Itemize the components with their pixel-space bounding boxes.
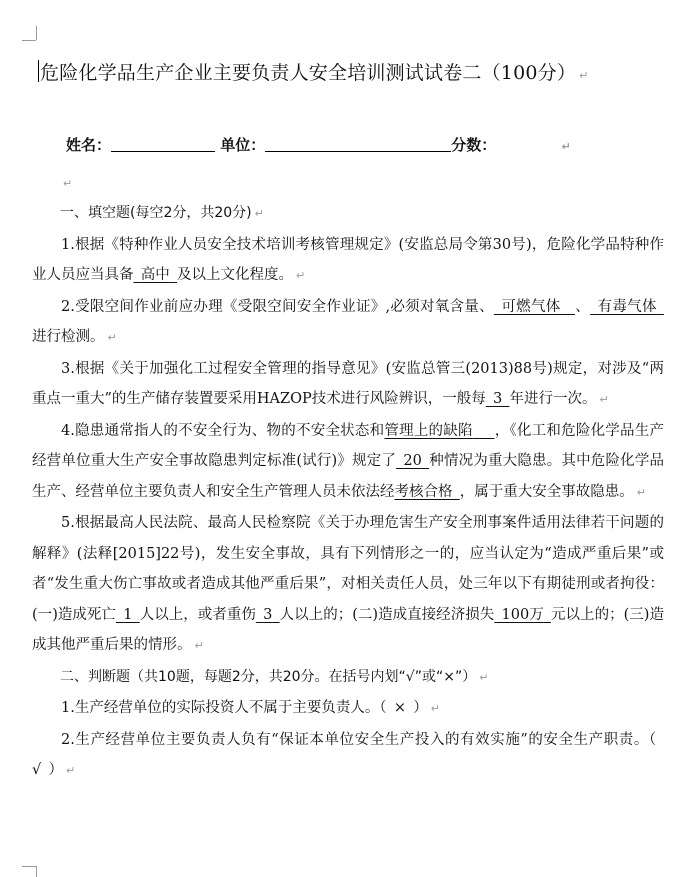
paragraph-mark-icon: ↵ (66, 764, 76, 777)
answer-blank: 20 (403, 453, 422, 469)
paragraph-mark-icon: ↵ (579, 69, 589, 82)
answer-blank: 3 (263, 606, 273, 623)
student-info-line[interactable] (66, 134, 666, 155)
judgement-2: 2.生产经营单位主要负责人负有“保证本单位安全生产投入的有效实施”的安全生产职责。（ √ ） ↵ (32, 731, 657, 778)
question-5: 5.根据最高人民法院、最高人民检察院《关于办理危害生产安全刑事案件适用法律若干问题的解释》(法释[2015]22号)，发生安全事故，具有下列情形之一的，应当认定为“造成严重后果”或者“发生重大伤亡事故或者造成其他严重后果”，对相关责任人员，处三年以下有期徒刑或者拘役：(一)造成死亡 1 人以上，或者重伤 3 人以上的；(二)造成直接经济损失 100万 元以上的；(三)造成其他严重后果的情形。 ↵ (32, 515, 664, 653)
answer-blank: 100万 (501, 606, 544, 623)
answer-blank: 考核合格 (394, 483, 453, 500)
crop-mark (22, 40, 36, 41)
paragraph-mark-icon: ↵ (561, 140, 571, 153)
answer-blank: 高中 (140, 267, 170, 283)
paragraph-mark-icon: ↵ (430, 702, 440, 715)
paragraph-mark-icon: ↵ (479, 670, 489, 684)
unit-label: 单位： (220, 136, 266, 154)
paragraph-mark-icon: ↵ (107, 331, 117, 344)
judgement-1: 1.生产经营单位的实际投资人不属于主要负责人。（ × ） ↵ (61, 700, 440, 716)
judgement-answer: × (393, 700, 406, 716)
question-4: 4.隐患通常指人的不安全行为、物的不安全状态和管理上的缺陷 ，《化工和危险化学品生产经营单位重大生产安全事故隐患判定标准(试行)》规定了 20 种情况为重大隐患。其中危险化学品生产、经营单位主要负责人和安全生产管理人员未依法经考核合格 ，属于重大安全事故隐患。 ↵ (32, 422, 665, 500)
document-body[interactable] (32, 198, 664, 787)
unit-blank[interactable] (265, 137, 451, 152)
paragraph-mark-icon: ↵ (194, 639, 204, 652)
score-label: 分数： (451, 136, 497, 154)
question-1: 1.根据《特种作业人员安全技术培训考核管理规定》(安监总局令第30号)，危险化学品特种作业人员应当具备 高中 及以上文化程度。 ↵ (32, 236, 664, 283)
question-2: 2.受限空间作业前应办理《受限空间安全作业证》,必须对氧含量、 可燃气体 、 有毒气体 进行检测。 ↵ (32, 292, 664, 354)
paragraph-mark-icon: ↵ (296, 269, 306, 282)
name-label: 姓名： (66, 136, 112, 154)
section-heading-true-false: 二、判断题（共10题，每题2分，共20分。在括号内划“√”或“×”） ↵ (60, 668, 489, 685)
crop-mark (22, 866, 36, 867)
answer-blank: 管理上的缺陷 (384, 422, 473, 439)
paragraph-mark-icon: ↵ (63, 177, 73, 190)
judgement-answer: √ (32, 762, 42, 778)
document-title[interactable]: 危险化学品生产企业主要负责人安全培训测试试卷二（100分） ↵ (40, 62, 589, 84)
answer-blank: 3 (493, 391, 503, 407)
crop-mark (36, 26, 37, 40)
crop-mark (36, 866, 37, 877)
answer-blank: 1 (123, 606, 133, 623)
answer-blank: 可燃气体 (501, 298, 561, 315)
text-cursor (38, 60, 39, 82)
section-heading-fill-blank: 一、填空题(每空2分，共20分) ↵ (60, 205, 264, 221)
paragraph-mark-icon: ↵ (599, 393, 609, 406)
question-3: 3.根据《关于加强化工过程安全管理的指导意见》(安监总管三(2013)88号)规定，对涉及“两重点一重大”的生产储存装置要采用HAZOP技术进行风险辨识，一般每 3 年进行一次。 ↵ (32, 360, 664, 407)
answer-blank: 有毒气体 (597, 298, 657, 315)
paragraph-mark-icon: ↵ (254, 207, 264, 220)
paragraph-mark-icon: ↵ (636, 485, 646, 499)
name-blank[interactable] (111, 137, 215, 152)
